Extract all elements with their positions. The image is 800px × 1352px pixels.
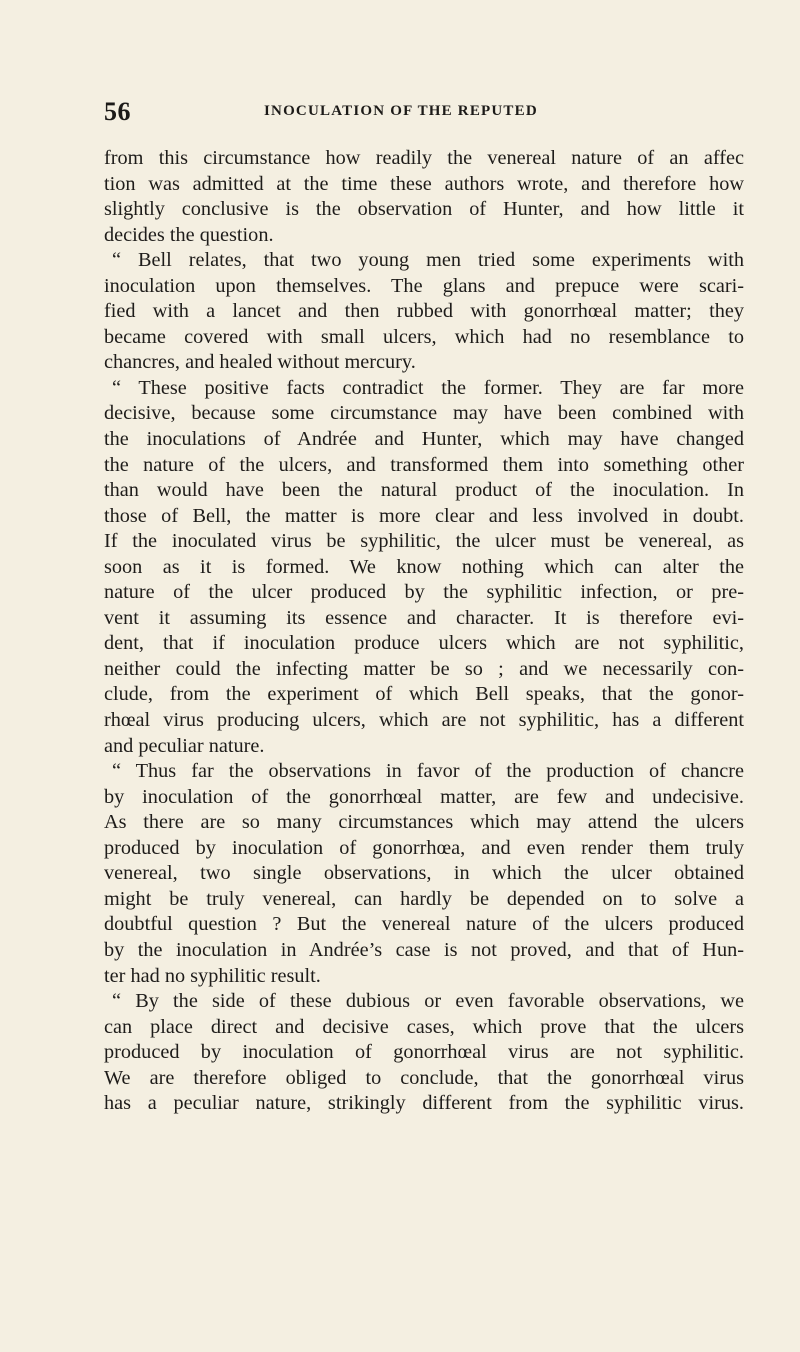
- text-line: the inoculations of Andrée and Hunter, which may have changed: [104, 428, 744, 451]
- text-line: became covered with small ulcers, which had no resemblance to: [104, 325, 744, 348]
- text-line: can place direct and decisive cases, which prove that the ulcers: [104, 1015, 744, 1038]
- running-title: INOCULATION OF THE REPUTED: [264, 103, 538, 119]
- text-line: soon as it is formed. We know nothing which can alter the: [104, 555, 744, 578]
- text-line: chancres, and healed without mercury.: [104, 351, 416, 374]
- text-line: from this circumstance how readily the venereal nature of an affec: [104, 147, 744, 169]
- text-line: rhœal virus producing ulcers, which are not syphilitic, has a different: [104, 709, 744, 732]
- text-line: inoculation upon themselves. The glans and prepuce were scari-: [104, 274, 744, 297]
- text-line: nature of the ulcer produced by the syphilitic infection, or pre-: [104, 581, 744, 604]
- paragraph: [104, 248, 744, 376]
- text-line: dent, that if inoculation produce ulcers which are not syphilitic,: [104, 632, 744, 655]
- text-line: venereal, two single observations, in which the ulcer obtained: [104, 862, 744, 885]
- text-line: by inoculation of the gonorrhœal matter, are few and undecisive.: [104, 785, 744, 808]
- text-line: decisive, because some circumstance may have been combined with: [104, 402, 744, 425]
- page-header: [104, 97, 744, 127]
- text-line: produced by inoculation of gonorrhœa, and even render them truly: [104, 836, 744, 859]
- page-number: 56: [104, 97, 131, 126]
- text-line: than would have been the natural product of the inoculation. In: [104, 479, 744, 502]
- text-line: “ Thus far the observations in favor of the production of chancre: [112, 760, 744, 783]
- text-line: neither could the infecting matter be so ; and we necessarily con-: [104, 657, 744, 680]
- text-line: the nature of the ulcers, and transformed them into something other: [104, 453, 744, 476]
- paragraph: [104, 146, 744, 248]
- text-line: fied with a lancet and then rubbed with gonorrhœal matter; they: [104, 300, 744, 323]
- text-line: decides the question.: [104, 223, 274, 246]
- text-line: vent it assuming its essence and character. It is therefore evi-: [104, 606, 744, 629]
- body-text: [104, 146, 744, 1117]
- text-line: If the inoculated virus be syphilitic, the ulcer must be venereal, as: [104, 530, 744, 553]
- text-line: ter had no syphilitic result.: [104, 964, 321, 987]
- text-line: produced by inoculation of gonorrhœal virus are not syphilitic.: [104, 1041, 744, 1064]
- text-line: might be truly venereal, can hardly be depended on to solve a: [104, 887, 744, 910]
- text-line: those of Bell, the matter is more clear and less involved in doubt.: [104, 504, 744, 527]
- paragraph: [104, 989, 744, 1117]
- text-line: clude, from the experiment of which Bell speaks, that the gonor-: [104, 683, 744, 706]
- text-line: “ These positive facts contradict the former. They are far more: [112, 376, 744, 399]
- text-line: has a peculiar nature, strikingly different from the syphilitic virus.: [104, 1092, 744, 1115]
- text-line: by the inoculation in Andrée’s case is not proved, and that of Hun-: [104, 938, 744, 961]
- text-line: slightly conclusive is the observation of Hunter, and how little it: [104, 198, 744, 221]
- text-line: doubtful question ? But the venereal nature of the ulcers produced: [104, 913, 744, 936]
- paragraph: [104, 376, 744, 759]
- text-line: “ By the side of these dubious or even favorable observations, we: [112, 990, 744, 1013]
- text-line: As there are so many circumstances which may attend the ulcers: [104, 811, 744, 834]
- text-line: “ Bell relates, that two young men tried some experiments with: [112, 249, 744, 272]
- text-line: We are therefore obliged to conclude, that the gonorrhœal virus: [104, 1066, 744, 1089]
- text-line: and peculiar nature.: [104, 734, 265, 757]
- paragraph: [104, 759, 744, 989]
- text-line: tion was admitted at the time these authors wrote, and therefore how: [104, 172, 744, 195]
